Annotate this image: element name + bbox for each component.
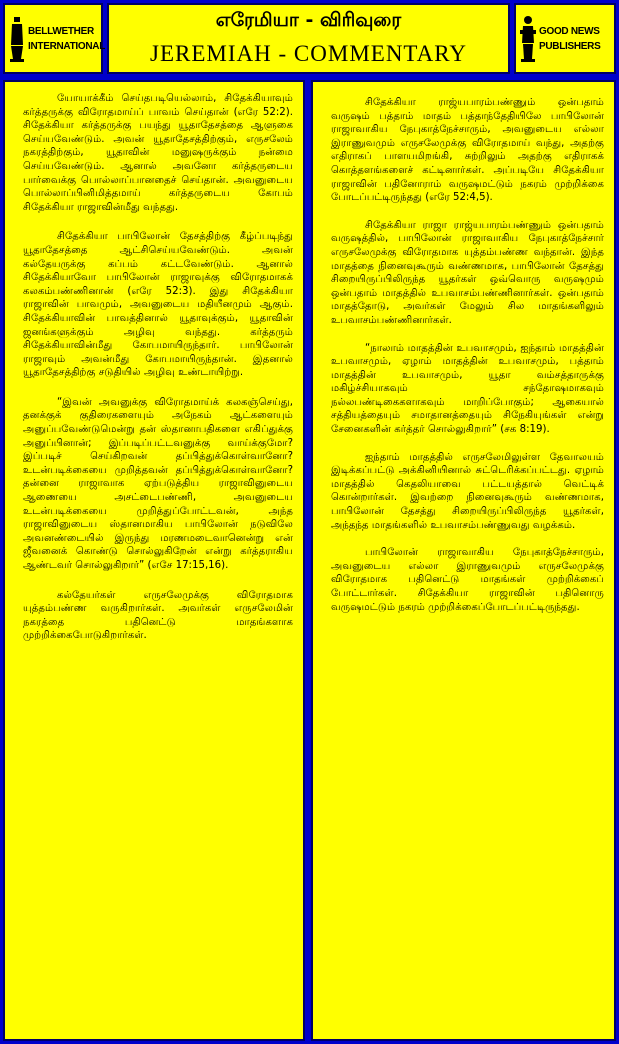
bellwether-logo-line2: INTERNATIONAL [28, 40, 106, 52]
right-paragraph-1: சிதேக்கியா ராஜ்யபாரம்பண்ணும் ஒன்பதாம் வருஷம் பத்தாம் மாதம் பத்தாந்தேதியிலே பாபிலோன் ராஜாவாகிய நேபுகாத்நேச்சாரும், அவனுடைய எல்லா இராணுவமும் எருசலேமுக்கு விரோதமாய் வந்து, அதற்கு எதிராகப் பாளயமிறங்கி, சுற்றிலும் அதற்கு எதிராகக் கொத்தளங்களைச் கட்டினார்கள். அப்படியே சிதேக்கியா ராஜாவின் பதினோராம் வருஷமட்டும் நகரம் முற்றிக்கை போடப்பட்டிருந்தது (எரே 52:4,5). [331, 97, 604, 204]
bell-figure-icon [9, 15, 25, 63]
good-news-logo [514, 3, 616, 74]
good-news-logo-line2: PUBLISHERS [539, 40, 601, 52]
left-paragraph-4: கல்தேயர்கள் எருசலேமுக்கு விரோதமாக யுத்தம்பண்ண வருகிறார்கள். அவர்கள் எருசலேமின் நகரத்தை பதினெட்டு மாதங்களாக முற்றிக்கைபோடுகிறார்கள். [23, 589, 293, 642]
title-english: JEREMIAH - COMMENTARY [150, 41, 467, 66]
title-box [107, 3, 510, 74]
reader-figure-icon [520, 15, 536, 63]
left-paragraph-1: யோயாக்கீம் செய்தபடியெல்லாம், சிதேக்கியாவும் கர்த்தருக்கு விரோதமாய்ப் பாவம் செய்தான் (எரே 52:2). சிதேக்கியா கர்த்தருக்கு பயந்து யூதாதேசத்தை ஆளுகை செய்யவேண்டும். அவன் யூதாதேசத்திற்கும், எருசலேம் நகரத்திற்கும், யூதாவின் மனுஷருக்கும் நன்மை செய்யவேண்டும். ஆனால் அவனோ கர்த்தருடைய பார்வைக்கு பொல்லாப்பானதைச் செய்தான். அவனுடைய பொல்லாப்பினிமித்தமாய் கர்த்தருடைய கோபம் சிதேக்கியா ராஜாவின்மீது வந்தது. [23, 93, 293, 213]
right-paragraph-2: சிதேக்கியா ராஜா ராஜ்யபாரம்பண்ணும் ஒன்பதாம் வருஷத்தில், பாபிலோன் ராஜாவாகிய நேபுகாத்நேச்சார் எருசலேமுக்கு விரோதமாக யுத்தம்பண்ண வந்தான். இந்த மாதத்தை நினைவுகூரும் வண்ணமாக, பாபிலோன் தேசத்து சிறையிருப்பிலிருந்த யூதர்கள் ஒவ்வொரு வருஷமும் ஒன்பதாம் மாதத்தில் உபவாசம்பண்ணினார்கள். ஒன்பதாம் மாதத்தோடு, அவர்கள் மேலும் சில மாதங்களிலும் உபவாசம்பண்ணினார்கள். [331, 219, 604, 326]
right-paragraph-3: “நாலாம் மாதத்தின் உபவாசமும், ஐந்தாம் மாதத்தின் உபவாசமும், ஏழாம் மாதத்தின் உபவாசமும், பத்தாம் மாதத்தின் உபவாசமும், யூதா வம்சத்தாருக்கு மகிழ்ச்சியாகவும் சந்தோஷமாகவும் நல்லபண்டிகைகளாகவும் மாறிப்போகும்; ஆகையால் சத்தியத்தையும் சமாதானத்தையும் சிநேகியுங்கள் என்று சேனைகளின் கர்த்தர் சொல்லுகிறார்” (சக 8:19). [331, 342, 604, 436]
right-paragraph-5: பாபிலோன் ராஜாவாகிய நேபுகாத்நேச்சாரும், அவனுடைய எல்லா இராணுவமும் எருசலேமுக்கு விரோதமாக பதினெட்டு மாதங்கள் முற்றிக்கைப் போட்டார்கள். சிதேக்கியா ராஜாவின் பதினொரு வருஷமட்டும் நகரம் முற்றிக்கைப்போடப்பட்டிருந்தது. [331, 547, 604, 613]
title-tamil: எரேமியா - விரிவுரை [215, 9, 402, 31]
good-news-logo-line1: GOOD NEWS [539, 25, 600, 37]
bellwether-logo [3, 3, 106, 74]
right-paragraph-4: ஐந்தாம் மாதத்தில் எருசலேமிலுள்ள தேவாலயம் இடிக்கப்பட்டு அக்கினியினால் சுட்டெரிக்கப்பட்டது. ஏழாம் மாதத்தில் கெதலியாவை பட்டயத்தால் வெட்டிக் கொன்றார்கள். இவற்றை நினைவுகூரும் வண்ணமாக, பாபிலோன் தேசத்து சிறையிருப்பிலிருந்த யூதர்கள், அந்தந்த மாதங்களில் உபவாசம்பண்ணுவது வழக்கம். [331, 451, 604, 531]
left-column [3, 80, 305, 1041]
right-column [311, 80, 616, 1041]
left-paragraph-2: சிதேக்கியா பாபிலோன் தேசத்திற்கு கீழ்ப்படிந்து யூதாதேசத்தை ஆட்சிசெய்யவேண்டும். அவன் கல்தேயருக்கு கப்பம் கட்டவேண்டும். ஆனால் சிதேக்கியாவோ பாபிலோன் ராஜாவுக்கு விரோதமாகக் கலகம்பண்ணினான் (எரே 52:3). இது சிதேக்கியா ராஜாவின் பாவமும், அவனுடைய மதியீனமும் ஆகும். சிதேக்கியாவின் பாவத்தினால் யூதாவுக்கும், யூதாவின் ஜனங்களுக்கும் அழிவு வந்தது. கர்த்தரும் சிதேக்கியாவின்மீது கோபமாயிருந்தார். பாபிலோன் ராஜாவும் அவன்மீது கோபமாயிருந்தான். இதனால் யூதாதேசத்திற்கு சடுதியில் அழிவு உண்டாயிற்று. [23, 231, 293, 379]
page-header [0, 0, 619, 78]
bellwether-logo-line1: BELLWETHER [28, 25, 94, 37]
left-paragraph-3: “இவன் அவனுக்கு விரோதமாய்க் கலகஞ்செய்து, தனக்குக் குதிரைகளையும் அநேகம் ஆட்களையும் அனுப்பவேண்டுமென்று தன் ஸ்தானாபதிகளை எகிப்துக்கு அனுப்பினான்; இப்படிப்பட்டவனுக்கு வாய்க்குமோ? இப்படிச் செய்கிறவன் தப்பித்துக்கொள்வானோ? உடன்படிக்கையை முறித்தவன் தப்பித்துக்கொள்வானோ? தன்னை ராஜாவாக ஏற்படுத்திய ராஜாவினுடைய ஆணையை அசட்டைபண்ணி, அவனுடைய உடன்படிக்கையை முறித்துப்போட்டவன், அந்த ராஜாவினுடைய ஸ்தானமாகிய பாபிலோன் நடுவிலே அவனண்டையில் இருந்து மரணமடைவானென்று என் ஜீவனைக் கொண்டு சொல்லுகிறேன் என்று கர்த்தராகிய ஆண்டவர் சொல்லுகிறார்” (எசே 17:15,16). [23, 396, 293, 571]
